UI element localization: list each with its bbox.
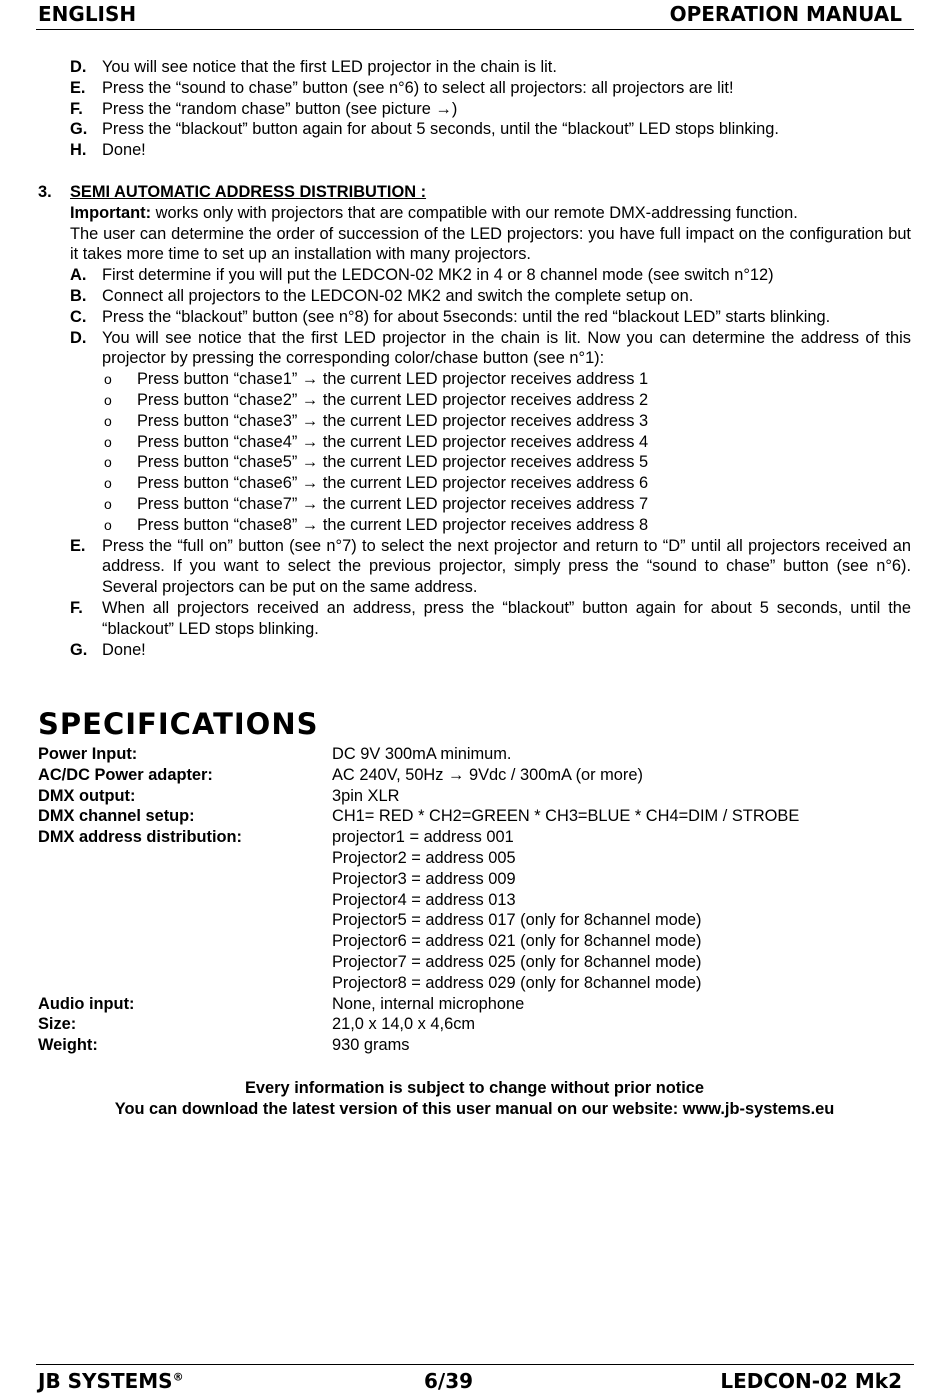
spec-key — [38, 890, 332, 911]
step-text: You will see notice that the first LED projector in the chain is lit. — [102, 58, 557, 76]
footer-model: LEDCON-02 Mk2 — [720, 1369, 902, 1393]
spec-key — [38, 931, 332, 952]
table-row — [38, 973, 911, 994]
footer-rule — [36, 1364, 914, 1365]
list-item — [38, 515, 911, 536]
spec-key: Power Input: — [38, 745, 138, 763]
step-text: You will see notice that the first LED projector in the chain is lit. Now you can determine the address of this projector by pressing the corresponding color/chase button (see n°1): — [102, 328, 911, 368]
step-item — [38, 307, 911, 328]
spec-value: projector1 = address 001 — [332, 828, 514, 847]
spec-key: AC/DC Power adapter: — [38, 765, 213, 784]
step-text: Press the “full on” button (see n°7) to select the next projector and return to “D” until all projectors received an address. If you want to select the previous projector, simply press the “sound to chase” button (see n°6). Several projectors can be put on the same address. — [102, 536, 911, 597]
bullet-text: Press button “chase5” → the current LED projector receives address 5 — [137, 453, 649, 472]
step-text: Press the “blackout” button again for about 5 seconds, until the “blackout” LED stops blinking. — [102, 120, 779, 139]
step-item — [38, 119, 911, 140]
list-item — [38, 411, 911, 432]
bullet-text: Press button “chase6” → the current LED projector receives address 6 — [137, 474, 649, 493]
spec-value: Projector5 = address 017 (only for 8channel mode) — [332, 911, 702, 930]
important-text: works only with projectors that are compatible with our remote DMX-addressing function. — [151, 203, 798, 222]
step-label: F. — [70, 598, 83, 617]
bullet-circle-icon: o — [104, 475, 112, 492]
step-label: B. — [70, 286, 87, 305]
specifications-title: SPECIFICATIONS — [38, 707, 319, 741]
steps-after — [38, 536, 911, 661]
spec-value: Projector4 = address 013 — [332, 890, 516, 909]
list-item — [38, 473, 911, 494]
bullet-circle-icon: o — [104, 412, 112, 429]
spec-key: DMX channel setup: — [38, 807, 195, 826]
step-text: Press the “blackout” button (see n°8) for about 5seconds: until the red “blackout LED” starts blinking. — [102, 307, 831, 326]
step-label: G. — [70, 120, 88, 139]
step-item — [38, 598, 911, 640]
spec-key: DMX output: — [38, 786, 136, 805]
spec-value: Projector8 = address 029 (only for 8channel mode) — [332, 973, 702, 992]
step-label: C. — [70, 307, 87, 326]
intro-steps — [38, 57, 911, 161]
footer-page-number: 6/39 — [424, 1369, 474, 1393]
table-row — [38, 952, 911, 973]
list-item — [38, 390, 911, 411]
spec-key — [38, 869, 332, 890]
list-item — [38, 494, 911, 515]
spec-key: Audio input: — [38, 994, 135, 1013]
table-row — [38, 869, 911, 890]
step-item — [38, 286, 911, 307]
bullet-text: Press button “chase3” → the current LED projector receives address 3 — [137, 411, 649, 430]
step-item — [38, 265, 911, 286]
spec-key — [38, 952, 332, 973]
spec-value: CH1= RED * CH2=GREEN * CH3=BLUE * CH4=DIM / STROBE — [332, 807, 800, 826]
step-text: Done! — [102, 640, 146, 659]
step-text: First determine if you will put the LEDCON-02 MK2 in 4 or 8 channel mode (see switch n°12) — [102, 266, 774, 285]
step-text: Press the “random chase” button (see picture →) — [102, 99, 458, 118]
step-item — [38, 78, 911, 99]
spec-key: Weight: — [38, 1036, 98, 1055]
step-item — [38, 99, 911, 120]
bullet-circle-icon: o — [104, 391, 112, 408]
header-rule — [36, 29, 914, 30]
bullet-text: Press button “chase8” → the current LED projector receives address 8 — [137, 515, 649, 534]
list-item — [38, 369, 911, 390]
step-label: F. — [70, 99, 83, 118]
important-note — [38, 203, 911, 224]
bullet-circle-icon: o — [104, 516, 112, 533]
spec-key — [38, 973, 332, 994]
step-text: Press the “sound to chase” button (see n°6) to select all projectors: all projectors are lit! — [102, 78, 734, 97]
list-item — [38, 432, 911, 453]
spec-value: AC 240V, 50Hz → 9Vdc / 300mA (or more) — [332, 765, 643, 784]
table-row — [38, 1014, 911, 1035]
table-row — [38, 1035, 911, 1056]
step-text: When all projectors received an address, press the “blackout” button again for about 5 seconds, until the “blackout” LED stops blinking. — [102, 598, 911, 638]
bullet-circle-icon: o — [104, 495, 112, 512]
chase-bullets — [38, 369, 911, 535]
table-row — [38, 786, 911, 807]
table-row — [38, 931, 911, 952]
section-intro: The user can determine the order of succession of the LED projectors: you have full impact on the configuration but it takes more time to set up an installation with many projectors. — [70, 224, 911, 264]
step-label: D. — [70, 328, 87, 347]
table-row — [38, 806, 911, 827]
instructions — [38, 57, 911, 660]
footer-brand-text: JB SYSTEMS — [38, 1369, 173, 1393]
notice-line-2: You can download the latest version of this user manual on our website: www.jb-systems.eu — [114, 1100, 835, 1118]
step-label: E. — [70, 536, 86, 555]
bullet-circle-icon: o — [104, 433, 112, 450]
section-heading — [38, 182, 911, 203]
registered-mark: ® — [172, 1370, 184, 1384]
step-label: E. — [70, 78, 86, 97]
step-label: D. — [70, 58, 87, 76]
bullet-text: Press button “chase2” → the current LED projector receives address 2 — [137, 390, 649, 409]
steps-before — [38, 265, 911, 369]
spec-value: 930 grams — [332, 1036, 410, 1055]
bullet-circle-icon: o — [104, 454, 112, 471]
step-label: A. — [70, 266, 87, 285]
spec-value: Projector6 = address 021 (only for 8channel mode) — [332, 932, 702, 951]
spec-key: Size: — [38, 1015, 77, 1034]
bullet-text: Press button “chase1” → the current LED projector receives address 1 — [137, 370, 649, 389]
bullet-text: Press button “chase4” → the current LED projector receives address 4 — [137, 432, 649, 451]
bullet-text: Press button “chase7” → the current LED projector receives address 7 — [137, 494, 649, 513]
spec-value: 21,0 x 14,0 x 4,6cm — [332, 1015, 476, 1034]
spec-value: Projector7 = address 025 (only for 8channel mode) — [332, 952, 702, 971]
section-title: SEMI AUTOMATIC ADDRESS DISTRIBUTION : — [70, 182, 427, 201]
table-row — [38, 827, 911, 848]
table-row — [38, 910, 911, 931]
notice — [38, 1078, 911, 1120]
notice-line-1: Every information is subject to change without prior notice — [245, 1079, 704, 1097]
step-item — [38, 640, 911, 661]
step-item — [38, 328, 911, 370]
step-item — [38, 536, 911, 598]
spec-value: 3pin XLR — [332, 786, 400, 805]
table-row — [38, 890, 911, 911]
spec-value: None, internal microphone — [332, 994, 525, 1013]
table-row — [38, 765, 911, 786]
list-item — [38, 452, 911, 473]
table-row — [38, 994, 911, 1015]
header-title: OPERATION MANUAL — [669, 2, 902, 26]
spec-key: DMX address distribution: — [38, 828, 242, 847]
bullet-circle-icon: o — [104, 371, 112, 388]
specifications-table — [38, 744, 911, 1056]
step-text: Done! — [102, 141, 146, 160]
footer-brand — [38, 1369, 184, 1393]
section-number: 3. — [38, 182, 52, 201]
step-text: Connect all projectors to the LEDCON-02 MK2 and switch the complete setup on. — [102, 286, 694, 305]
spec-value: DC 9V 300mA minimum. — [332, 745, 512, 763]
important-label: Important: — [70, 203, 152, 222]
spec-value: Projector3 = address 009 — [332, 869, 516, 888]
step-label: H. — [70, 141, 87, 160]
spec-key — [38, 910, 332, 931]
spec-value: Projector2 = address 005 — [332, 848, 516, 867]
step-item — [38, 57, 911, 78]
spec-key — [38, 848, 332, 869]
step-item — [38, 140, 911, 161]
header-language: ENGLISH — [38, 2, 137, 26]
table-row — [38, 744, 911, 765]
step-label: G. — [70, 640, 88, 659]
table-row — [38, 848, 911, 869]
